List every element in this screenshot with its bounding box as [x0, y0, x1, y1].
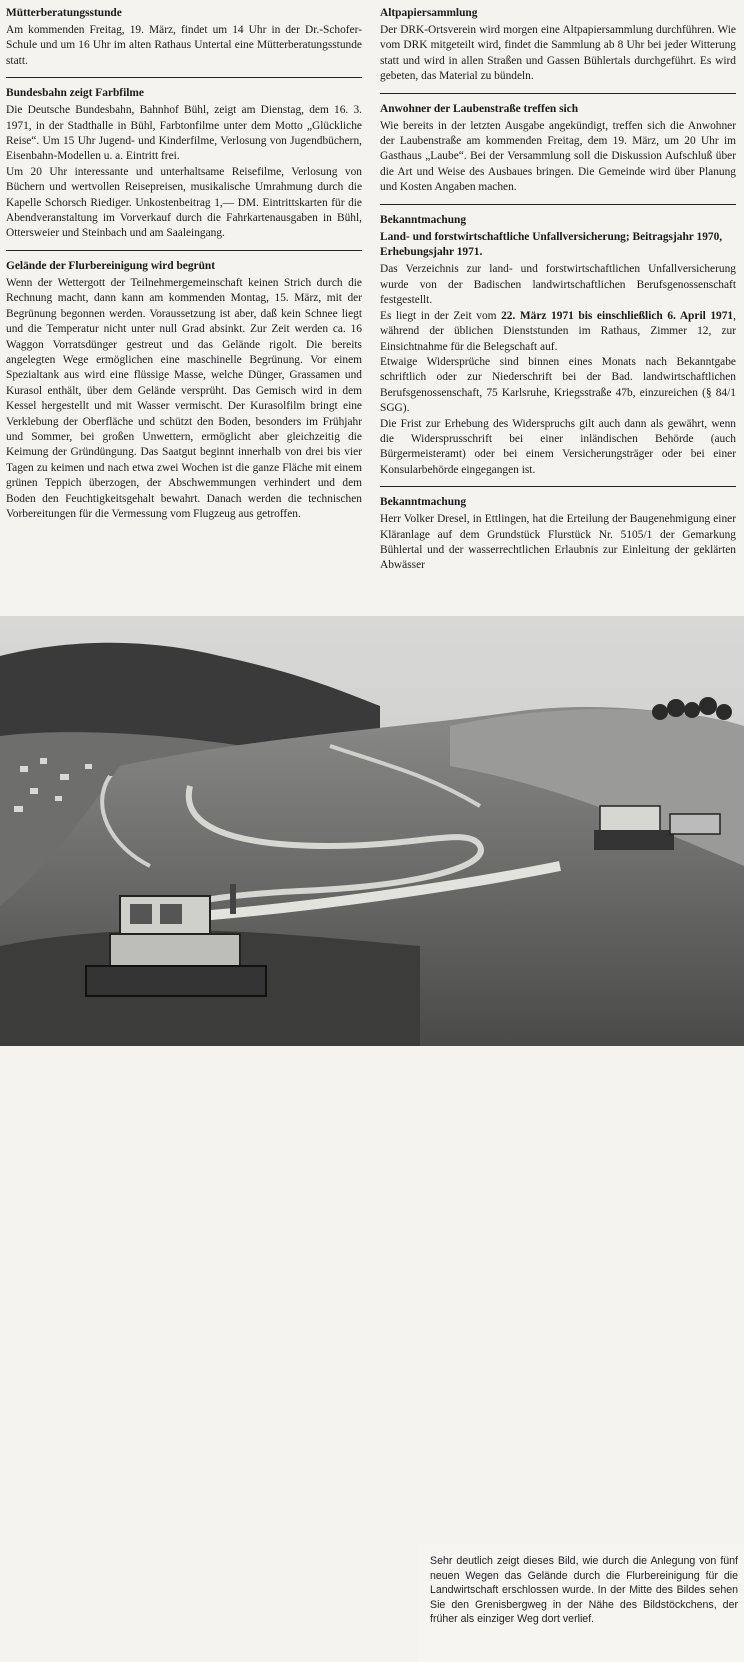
article-heading: Bekanntmachung	[380, 213, 467, 226]
article-altpapier	[380, 6, 736, 85]
column-divider	[6, 250, 362, 251]
article-paragraph: Die Deutsche Bundesbahn, Bahnhof Bühl, zeigt am Dienstag, dem 16. 3. 1971, in der Stadthalle in Bühl, Farbtonfilme unter dem Motto „Glückliche Reise“. Um 15 Uhr Jugend- und Kinderfilme, Verlosung von Jugendbüchern, Eisenbahn-Modellen u. a. Eintritt frei.	[6, 104, 362, 163]
article-bekanntmachung-klaeranlage	[380, 495, 736, 574]
article-paragraph: Herr Volker Dresel, in Ettlingen, hat die Erteilung der Baugenehmigung einer Kläranlage auf dem Grundstück Flurstück Nr. 5105/1 der Gemarkung Bühlertal und der wasserrechtlichen Erlaubnis zur Einleitung der geklärten Abwässer	[380, 513, 736, 572]
article-muetterberatung	[6, 6, 362, 69]
article-paragraph: Etwaige Widersprüche sind binnen eines Monats nach Bekanntgabe schriftlich oder zur Niederschrift bei der Bad. landwirtschaftlichen Berufsgenossenschaft, 75 Karlsruhe, Kriegsstraße 47b, einzureichen (§ 84/1 SGG).	[380, 355, 736, 415]
article-paragraph: Wenn der Wettergott der Teilnehmergemeinschaft keinen Strich durch die Rechnung macht, dann kann am kommenden Montag, 15. März, mit der Begrünung begonnen werden. Voraussetzung ist aber, daß kein Schnee liegt und die Temperatur nicht unter null Grad absinkt. Zur Zeit werden ca. 16 Waggon Vorratsdünger gestreut und das Gelände rigolt. Die bereits angelegten Wege ermöglichen eine maschinelle Begrünung. Vor einem Spezialtank aus wird eine flüssige Masse, welche Dünger, Grassamen und Kurasol enthält, über dem Gelände versprüht. Das Gemisch wird in dem Kessel hergestellt und mit Wasser vermischt. Der Kurasolfilm bringt eine Verklebung der Oberfläche und schützt den Boden, besonders im Frühjahr und Sommer, bei großen Unwettern, ermöglicht aber gleichzeitig die Keimung der Gründüngung. Das Saatgut beginnt innerhalb von drei bis vier Tagen zu keimen und nach etwa zwei Wochen ist die ganze Fläche mit einem grünen Teppich überzogen, der Abschwemmungen verhindert und dem Boden den Feuchtigkeitsgehalt bewahrt. Danach werden die technischen Vorbereitungen für die Vermessung vom Flugzeug aus getroffen.	[6, 276, 362, 520]
article-heading: Bundesbahn zeigt Farbfilme	[6, 87, 144, 100]
article-bundesbahn	[6, 86, 362, 242]
article-paragraph: Der DRK-Ortsverein wird morgen eine Altpapiersammlung durchführen. Wie vom DRK mitgeteilt wird, findet die Sammlung ab 8 Uhr bei jeder Witterung statt und wird in allen Straßen und Gassen Bühlertals durchgeführt. Es wird gebeten, das Material zu bündeln.	[380, 24, 736, 83]
article-paragraph: Wie bereits in der letzten Ausgabe angekündigt, treffen sich die Anwohner der Laubenstraße am kommenden Freitag, dem 19. März, um 20 Uhr im Gasthaus „Laube“. Bei der Versammlung soll die Diskussion Aufschluß über die Art und Weise des Ausbaues bringen. Die Gemeinde wird über Planung und Kosten Angaben machen.	[380, 119, 736, 194]
article-heading: Gelände der Flurbereinigung wird begrünt	[6, 259, 216, 272]
bold-date-range: 22. März 1971 bis einschließlich 6. April 1971	[501, 309, 734, 322]
caption-box	[418, 1544, 744, 1662]
column-divider	[380, 93, 736, 94]
article-laubenstrasse	[380, 102, 736, 196]
article-bekanntmachung-unfallversicherung	[380, 213, 736, 479]
photo-caption: Sehr deutlich zeigt dieses Bild, wie durch die Anlegung von fünf neuen Wegen das Gelände durch die Flurbereinigung für die Landwirtschaft erschlossen wurde. In der Mitte des Bildes sehen Sie den Grenisbergweg in der Nähe des Bildstöckchens, der früher als einziger Weg dort verlief.	[430, 1555, 738, 1626]
article-paragraph: Die Frist zur Erhebung des Widerspruchs gilt auch dann als gewährt, wenn die Widersprusschrift bei einer inländischen Behörde (auch Bürgermeisteramt) oder bei einem Versicherungsträger oder bei einer Konsularbehörde eingegangen ist.	[380, 417, 736, 476]
bulldozer-terrain-illustration	[0, 616, 744, 1046]
article-heading: Mütterberatungsstunde	[6, 7, 122, 19]
article-heading: Bekanntmachung	[380, 496, 467, 509]
landscape-photo	[0, 616, 744, 1626]
text-run: Es liegt in der Zeit vom	[380, 309, 502, 322]
article-flurbereinigung	[6, 259, 362, 523]
article-paragraph: Um 20 Uhr interessante und unterhaltsame Reisefilme, Verlosung von Büchern und wertvollen Reisepreisen, musikalische Umrahmung durch die Kapelle Schorsch Riediger. Unkostenbeitrag 1,— DM. Eintrittskarten für die Abendveranstaltung im Vorverkauf durch die Fahrkartenausgaben in Bühl, Ottersweier und Steinbach und am Saaleingang.	[6, 165, 362, 240]
article-subheading: Land- und forstwirtschaftliche Unfallversicherung; Beitragsjahr 1970, Erhebungsjahr 1971.	[380, 230, 723, 259]
article-paragraph: Das Verzeichnis zur land- und forstwirtschaftlichen Unfallversicherung wurde von der Badischen landwirtschaftlichen Berufsgenossenschaft festgestellt.	[380, 263, 736, 307]
column-divider	[380, 204, 736, 205]
article-paragraph	[380, 309, 736, 355]
text-run: , während der üblichen Dienststunden im Rathaus, Zimmer 12, zur Einsichtnahme für die Belegschaft auf.	[380, 309, 736, 353]
article-heading: Anwohner der Laubenstraße treffen sich	[380, 102, 579, 115]
article-paragraph: Am kommenden Freitag, 19. März, findet um 14 Uhr in der Dr.-Schofer-Schule und um 16 Uhr im alten Rathaus Untertal eine Mütterberatungsstunde statt.	[6, 24, 362, 67]
column-divider	[380, 486, 736, 487]
column-divider	[6, 77, 362, 78]
left-column	[6, 6, 362, 522]
right-column	[380, 6, 736, 574]
article-heading: Altpapiersammlung	[380, 7, 478, 19]
